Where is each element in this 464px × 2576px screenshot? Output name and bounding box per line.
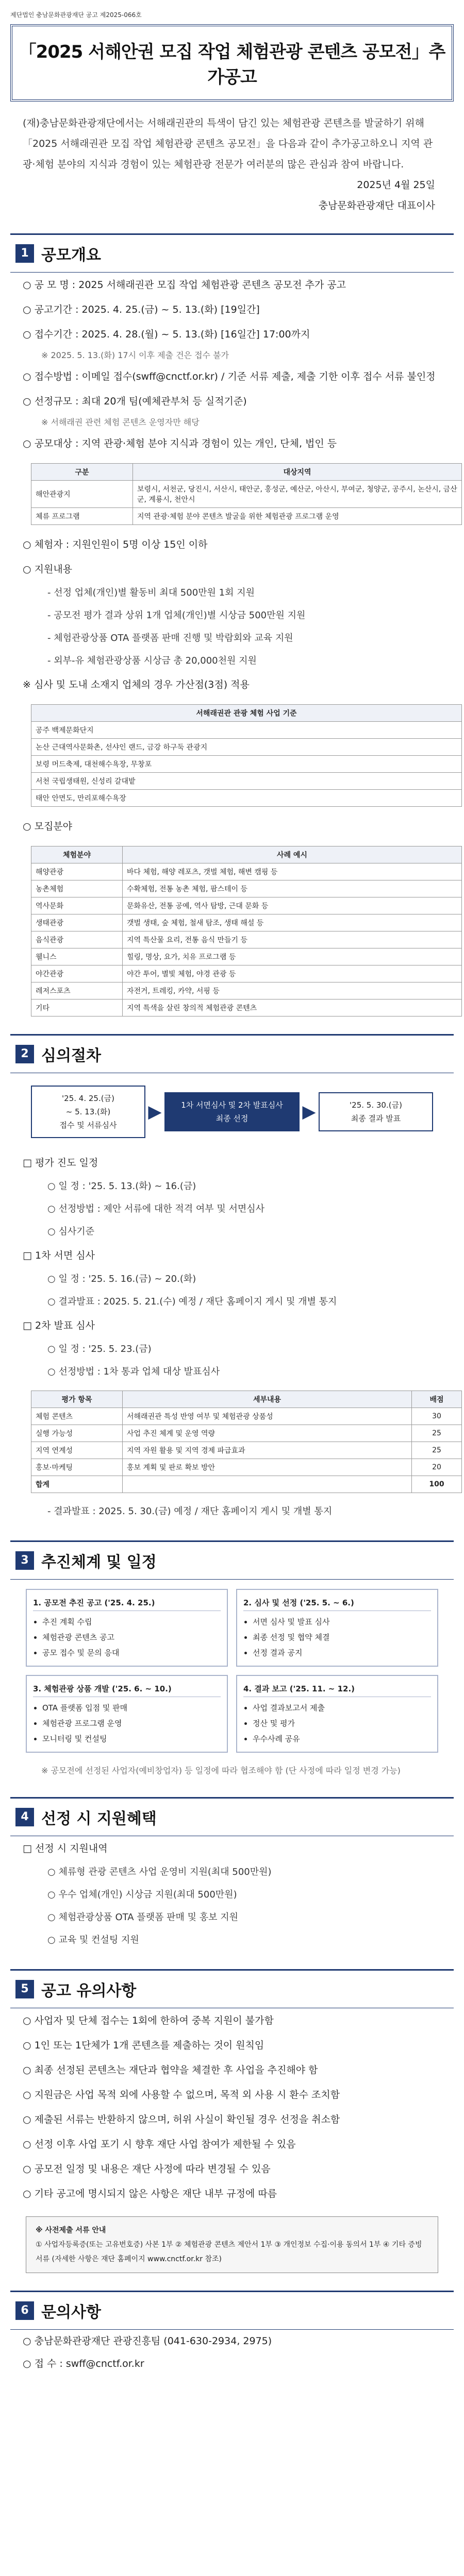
stage-item: • 서면 심사 및 발표 심사 bbox=[253, 1614, 431, 1630]
stage-item: • OTA 플랫폼 입점 및 판매 bbox=[42, 1700, 221, 1716]
stage-item: • 체험관광 프로그램 운영 bbox=[42, 1716, 221, 1731]
target-note: ○ 체험자 : 지원인원이 5명 이상 15인 이하 bbox=[23, 539, 208, 550]
benefit-item: ○ 우수 업체(개인) 시상금 지원(최대 500만원) bbox=[47, 1889, 237, 1900]
stage-title: 2. 심사 및 선정 ('25. 5. ~ 6.) bbox=[243, 1595, 431, 1611]
process-item: ○ 일 정 : '25. 5. 13.(화) ~ 16.(금) bbox=[47, 1181, 196, 1192]
table-cell: 역사문화 bbox=[31, 897, 123, 914]
table-row bbox=[31, 1442, 462, 1459]
stage-title: 3. 체험관광 상품 개발 ('25. 6. ~ 10.) bbox=[33, 1681, 221, 1697]
support-item: - 외부-유 체험관광상품 시상금 총 20,000천원 지원 bbox=[47, 655, 257, 666]
overview-item: ○ 접수방법 : 이메일 접수(swff@cnctf.or.kr) / 기준 서류 제출, 제출 기한 이후 접수 서류 불인정 bbox=[23, 371, 436, 382]
stage-item: • 체험관광 콘텐츠 공고 bbox=[42, 1630, 221, 1645]
signature: 충남문화관광재단 대표이사 bbox=[318, 200, 435, 211]
flow-step: '25. 5. 30.(금) 최종 결과 발표 bbox=[319, 1092, 433, 1131]
region-table bbox=[31, 846, 462, 1016]
table-header: 구분 bbox=[31, 464, 133, 481]
table-cell: 25 bbox=[412, 1425, 462, 1442]
table-row bbox=[31, 965, 462, 982]
table-row bbox=[31, 508, 462, 525]
table-cell: 지역 자원 활용 및 지역 경제 파급효과 bbox=[123, 1442, 412, 1459]
evaluation-table bbox=[31, 1391, 462, 1493]
flow-step: '25. 4. 25.(금) ~ 5. 13.(화) 접수 및 서류심사 bbox=[31, 1086, 145, 1138]
stage-title: 1. 공모전 추진 공고 ('25. 4. 25.) bbox=[33, 1595, 221, 1611]
table-header: 평가 항목 bbox=[31, 1391, 123, 1408]
arrow-right-icon: ▶ bbox=[302, 1101, 316, 1122]
table-cell: 서천 국립생태원, 신성리 갈대밭 bbox=[31, 773, 462, 790]
section-title: 추진체계 및 일정 bbox=[41, 1553, 157, 1571]
section-number: 5 bbox=[15, 1980, 34, 1998]
stage-item: • 공모 접수 및 문의 응대 bbox=[42, 1645, 221, 1660]
table-cell: 보령시, 서천군, 당진시, 서산시, 태안군, 홍성군, 예산군, 아산시, 부여군, 청양군, 공주시, 논산시, 금산군, 계룡시, 천안시 bbox=[133, 481, 462, 508]
table-cell: 서해래권관 특성 반영 여부 및 체험관광 상품성 bbox=[123, 1408, 412, 1425]
table-cell: 논산 근대역사문화촌, 선샤인 랜드, 금강 하구둑 관광지 bbox=[31, 739, 462, 756]
overview-note: ※ 2025. 5. 13.(화) 17시 이후 제출 건은 접수 불가 bbox=[41, 350, 229, 360]
table-cell: 지역 연계성 bbox=[31, 1442, 123, 1459]
table-cell: 농촌체험 bbox=[31, 880, 123, 897]
table-cell: 체험 콘텐츠 bbox=[31, 1408, 123, 1425]
section-heading bbox=[10, 1034, 454, 1073]
benefit-item: ○ 체류형 관광 콘텐츠 사업 운영비 지원(최대 500만원) bbox=[47, 1867, 272, 1877]
overview-item: ○ 공고기간 : 2025. 4. 25.(금) ~ 5. 13.(화) [19일간] bbox=[23, 304, 260, 315]
overview-item: ○ 공모대상 : 지역 관광·체험 분야 지식과 경험이 있는 개인, 단체, 법인 등 bbox=[23, 438, 337, 449]
table-cell: 20 bbox=[412, 1459, 462, 1476]
schedule-stage bbox=[236, 1675, 438, 1753]
schedule-stage bbox=[26, 1675, 228, 1753]
table-cell: 기타 bbox=[31, 999, 123, 1016]
table-header: 대상지역 bbox=[133, 464, 462, 481]
notice-box-body: ① 사업자등록증(또는 고유번호증) 사본 1부 ② 체험관광 콘텐츠 제안서 1부 ③ 개인정보 수집·이용 동의서 1부 ④ 기타 증빙 서류 (자세한 사항은 재단 홈페이지 www.cnctf.or.kr 참조) bbox=[36, 2241, 422, 2263]
process-item: □ 1차 서면 심사 bbox=[23, 1250, 95, 1261]
support-item: - 공모전 평가 결과 상위 1개 업체(개인)별 시상금 500만원 지원 bbox=[47, 610, 306, 621]
target-table bbox=[31, 463, 462, 525]
schedule-grid bbox=[26, 1589, 438, 1753]
section-number: 1 bbox=[15, 244, 34, 263]
section-cautions bbox=[10, 1969, 454, 2273]
table-cell: 25 bbox=[412, 1442, 462, 1459]
table-cell: 홍보 계획 및 판로 확보 방안 bbox=[123, 1459, 412, 1476]
support-heading: ○ 지원내용 bbox=[23, 564, 73, 575]
table-row bbox=[31, 880, 462, 897]
table-row bbox=[31, 481, 462, 508]
notice-box-title: ※ 사전제출 서류 안내 bbox=[36, 2226, 106, 2234]
table-cell: 보령 머드축제, 대천해수욕장, 무창포 bbox=[31, 756, 462, 773]
process-item: ○ 일 정 : '25. 5. 23.(금) bbox=[47, 1344, 152, 1354]
table-row bbox=[31, 1408, 462, 1425]
process-item: □ 평가 진도 일정 bbox=[23, 1157, 98, 1168]
arrow-right-icon: ▶ bbox=[148, 1101, 162, 1122]
schedule-footnote: ※ 공모전에 선정된 사업자(예비창업자) 등 일정에 따라 협조해야 함 (단 사정에 따라 일정 변경 가능) bbox=[41, 1766, 401, 1775]
support-item: - 선정 업체(개인)별 활동비 최대 500만원 1회 지원 bbox=[47, 587, 255, 598]
process-flow bbox=[10, 1073, 454, 1150]
section-contact bbox=[10, 2291, 454, 2375]
process-item: ○ 일 정 : '25. 5. 16.(금) ~ 20.(화) bbox=[47, 1274, 196, 1284]
overview-item: ○ 공 모 명 : 2025 서해래권관 모집 작업 체험관광 콘텐츠 공모전 추가 공고 bbox=[23, 279, 346, 291]
table-row bbox=[31, 1459, 462, 1476]
process-item: □ 2차 발표 심사 bbox=[23, 1320, 95, 1331]
section-number: 3 bbox=[15, 1551, 34, 1570]
table-header: 배점 bbox=[412, 1391, 462, 1408]
table-header: 세부내용 bbox=[123, 1391, 412, 1408]
table-cell: 갯벌 생태, 숲 체험, 철새 탐조, 생태 해설 등 bbox=[123, 914, 462, 931]
table-row bbox=[31, 948, 462, 965]
table-cell: 레저스포츠 bbox=[31, 982, 123, 999]
section-heading bbox=[10, 1540, 454, 1580]
benefit-item: ○ 체험관광상품 OTA 플랫폼 판매 및 홍보 지원 bbox=[47, 1912, 239, 1923]
section-heading bbox=[10, 2291, 454, 2330]
overview-note: ※ 서해래권 관련 체험 콘텐츠 운영자만 해당 bbox=[41, 417, 200, 427]
contact-item: ○ 충남문화관광재단 관광진흥팀 (041-630-2934, 2975) bbox=[23, 2335, 272, 2347]
support-item: - 체험관광상품 OTA 플랫폼 판매 진행 및 박람회와 교육 지원 bbox=[47, 633, 293, 643]
caution-item: ○ 사업자 및 단체 접수는 1회에 한하여 중복 지원이 불가함 bbox=[23, 2015, 274, 2026]
table-cell: 100 bbox=[412, 1476, 462, 1493]
table-header: 사례 예시 bbox=[123, 846, 462, 863]
section-heading bbox=[10, 1797, 454, 1836]
section-title: 공모개요 bbox=[41, 246, 101, 264]
notice-title: 「2025 서해안권 모집 작업 체험관광 콘텐츠 공모전」추가공고 bbox=[19, 42, 445, 88]
table-cell: 야간 투어, 별빛 체험, 야경 관광 등 bbox=[123, 965, 462, 982]
table-row bbox=[31, 790, 462, 807]
table-cell: 해양관광 bbox=[31, 863, 123, 880]
table-cell: 야간관광 bbox=[31, 965, 123, 982]
schedule-stage bbox=[236, 1589, 438, 1667]
caution-item: ○ 공모전 일정 및 내용은 재단 사정에 따라 변경될 수 있음 bbox=[23, 2163, 271, 2175]
stage-item: • 최종 선정 및 협약 체결 bbox=[253, 1630, 431, 1645]
stage-item: • 정산 및 평가 bbox=[253, 1716, 431, 1731]
overview-item: ○ 선정규모 : 최대 20개 팀(예체관부처 등 실적기준) bbox=[23, 396, 247, 407]
table-cell: 지역 관광·체험 분야 콘텐츠 발굴을 위한 체험관광 프로그램 운영 bbox=[133, 508, 462, 525]
table-cell: 바다 체험, 해양 레포츠, 갯벌 체험, 해변 캠핑 등 bbox=[123, 863, 462, 880]
table-row bbox=[31, 1476, 462, 1493]
table-cell: 실행 가능성 bbox=[31, 1425, 123, 1442]
table-row bbox=[31, 863, 462, 880]
stage-item: • 우수사례 공유 bbox=[253, 1731, 431, 1747]
judge-heading: ※ 심사 및 도내 소재지 업체의 경우 가산점(3점) 적용 bbox=[23, 679, 250, 690]
overview-item: ○ 접수기간 : 2025. 4. 28.(월) ~ 5. 13.(화) [16일간] 17:00까지 bbox=[23, 329, 310, 340]
table-cell: 수확체험, 전통 농촌 체험, 팜스테이 등 bbox=[123, 880, 462, 897]
table-row bbox=[31, 773, 462, 790]
table-header: 체험분야 bbox=[31, 846, 123, 863]
table-cell: 힐링, 명상, 요가, 치유 프로그램 등 bbox=[123, 948, 462, 965]
section-heading bbox=[10, 233, 454, 273]
section-overview bbox=[10, 233, 457, 1016]
table-cell bbox=[123, 1476, 412, 1493]
table-cell: 생태관광 bbox=[31, 914, 123, 931]
section-benefits bbox=[10, 1797, 454, 1952]
section-heading bbox=[10, 1969, 454, 2008]
criteria-table bbox=[31, 704, 462, 807]
flow-step: 1차 서면심사 및 2차 발표심사 최종 선정 bbox=[164, 1092, 300, 1131]
table-cell: 해안관광지 bbox=[31, 481, 133, 508]
stage-title: 4. 결과 보고 ('25. 11. ~ 12.) bbox=[243, 1681, 431, 1697]
table-cell: 웰니스 bbox=[31, 948, 123, 965]
table-cell: 자전거, 트레킹, 카약, 서핑 등 bbox=[123, 982, 462, 999]
section-title: 심의절차 bbox=[41, 1047, 101, 1065]
process-item: ○ 심사기준 bbox=[47, 1226, 94, 1237]
section-title: 문의사항 bbox=[41, 2303, 101, 2321]
process-item: ○ 선정방법 : 제안 서류에 대한 적격 여부 및 서면심사 bbox=[47, 1204, 265, 1214]
stage-item: • 선정 결과 공지 bbox=[253, 1645, 431, 1660]
table-row bbox=[31, 722, 462, 739]
table-row bbox=[31, 897, 462, 914]
table-cell: 지역 특색을 살린 창의적 체험관광 콘텐츠 bbox=[123, 999, 462, 1016]
table-cell: 태안 안면도, 만리포해수욕장 bbox=[31, 790, 462, 807]
table-cell: 합계 bbox=[31, 1476, 123, 1493]
benefit-item: ○ 교육 및 컨설팅 지원 bbox=[47, 1935, 139, 1945]
table-cell: 홍보·마케팅 bbox=[31, 1459, 123, 1476]
table-cell: 30 bbox=[412, 1408, 462, 1425]
section-title: 공고 유의사항 bbox=[41, 1982, 137, 2000]
caution-item: ○ 최종 선정된 콘텐츠는 재단과 협약을 체결한 후 사업을 추진해야 함 bbox=[23, 2064, 318, 2076]
table-row bbox=[31, 914, 462, 931]
table-cell: 체류 프로그램 bbox=[31, 508, 133, 525]
table-header: 서해래권관 관광 체험 사업 기준 bbox=[31, 705, 462, 722]
benefit-item: □ 선정 시 지원내역 bbox=[23, 1843, 108, 1854]
table-row bbox=[31, 931, 462, 948]
section-number: 4 bbox=[15, 1808, 34, 1826]
document-notice-box bbox=[26, 2216, 438, 2273]
section-schedule bbox=[10, 1540, 454, 1780]
table-row bbox=[31, 982, 462, 999]
stage-item: • 모니터링 및 컨설팅 bbox=[42, 1731, 221, 1747]
intro-paragraph: (재)충남문화관광재단에서는 서해래권관의 특색이 담긴 있는 체험관광 콘텐츠를 발굴하기 위해 「2025 서해래권관 모집 작업 체험관광 콘텐츠 공모전」을 다음과 같이 추가공고하오니 지역 관광·체험 분야의 지식과 경험이 있는 체험관광 전문가 여러분의 많은 관심과 참여 바랍니다. bbox=[23, 117, 433, 170]
stage-item: • 추진 계획 수립 bbox=[42, 1614, 221, 1630]
section-title: 선정 시 지원혜택 bbox=[41, 1810, 157, 1828]
notice-date: 2025년 4월 25일 bbox=[357, 179, 435, 191]
title-box bbox=[10, 24, 454, 101]
caution-item: ○ 지원금은 사업 목적 외에 사용할 수 없으며, 목적 외 사용 시 환수 조치함 bbox=[23, 2089, 340, 2100]
stage-item: • 사업 결과보고서 제출 bbox=[253, 1700, 431, 1716]
region-heading: ○ 모집분야 bbox=[23, 821, 73, 832]
section-process bbox=[10, 1034, 454, 1523]
schedule-stage bbox=[26, 1589, 228, 1667]
table-row bbox=[31, 1425, 462, 1442]
table-row bbox=[31, 756, 462, 773]
caution-item: ○ 제출된 서류는 반환하지 않으며, 허위 사실이 확인될 경우 선정을 취소함 bbox=[23, 2114, 340, 2125]
caution-item: ○ 선정 이후 사업 포기 시 향후 재단 사업 참여가 제한될 수 있음 bbox=[23, 2139, 296, 2150]
table-row bbox=[31, 999, 462, 1016]
section-number: 6 bbox=[15, 2301, 34, 2320]
notice-number: 제단법인 충남문화관광재단 공고 제2025-066호 bbox=[10, 11, 142, 19]
contact-item: ○ 접 수 : swff@cnctf.or.kr bbox=[23, 2358, 144, 2369]
caution-item: ○ 1인 또는 1단체가 1개 콘텐츠를 제출하는 것이 원칙임 bbox=[23, 2040, 264, 2051]
table-cell: 음식관광 bbox=[31, 931, 123, 948]
table-cell: 지역 특산물 요리, 전통 음식 만들기 등 bbox=[123, 931, 462, 948]
section-number: 2 bbox=[15, 1045, 34, 1063]
table-cell: 공주 백제문화단지 bbox=[31, 722, 462, 739]
process-item: - 결과발표 : 2025. 5. 30.(금) 예정 / 재단 홈페이지 게시 및 개별 통지 bbox=[47, 1506, 333, 1517]
caution-item: ○ 기타 공고에 명시되지 않은 사항은 재단 내부 규정에 따름 bbox=[23, 2188, 277, 2199]
process-item: ○ 결과발표 : 2025. 5. 21.(수) 예정 / 재단 홈페이지 게시 및 개별 통지 bbox=[47, 1296, 337, 1307]
table-cell: 문화유산, 전통 공예, 역사 탐방, 근대 문화 등 bbox=[123, 897, 462, 914]
process-item: ○ 선정방법 : 1차 통과 업체 대상 발표심사 bbox=[47, 1366, 220, 1377]
table-row bbox=[31, 739, 462, 756]
table-cell: 사업 추진 체계 및 운영 역량 bbox=[123, 1425, 412, 1442]
